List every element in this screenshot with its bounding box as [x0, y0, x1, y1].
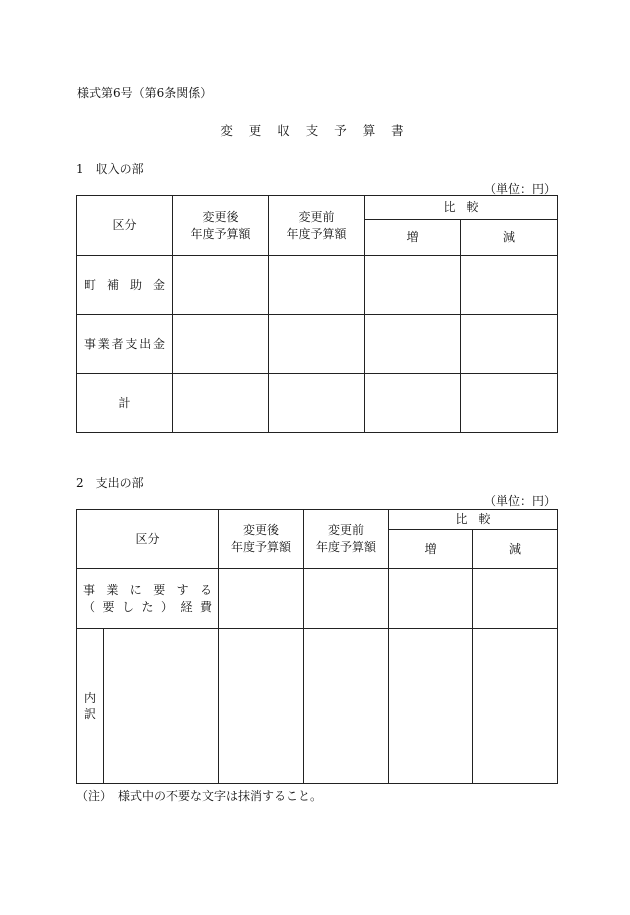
- header-before-budget: [269, 196, 365, 256]
- header-category: 区分: [77, 196, 173, 256]
- table-row: [77, 315, 558, 374]
- table-row: [77, 629, 558, 784]
- cell-decrease[interactable]: [473, 629, 558, 784]
- cell-after[interactable]: [219, 569, 304, 629]
- income-table: [76, 195, 558, 433]
- table-row: [77, 569, 558, 629]
- breakdown-label-line2: 訳: [83, 707, 96, 721]
- cell-breakdown-detail[interactable]: [104, 629, 219, 784]
- cell-after[interactable]: [173, 315, 269, 374]
- cell-before[interactable]: [269, 374, 365, 433]
- header-after-line1: 変更後: [202, 209, 239, 224]
- cell-before[interactable]: [304, 629, 389, 784]
- cell-decrease[interactable]: [461, 315, 558, 374]
- cell-before[interactable]: [269, 256, 365, 315]
- header-increase: 増: [389, 530, 473, 569]
- income-unit-label: （単位：円）: [483, 182, 556, 196]
- cell-increase[interactable]: [365, 315, 461, 374]
- expense-unit-label: （単位：円）: [483, 494, 556, 508]
- header-before-budget: [304, 510, 389, 569]
- header-before-line1: 変更前: [328, 523, 365, 537]
- row-label-town-subsidy: 町補助金: [77, 256, 173, 315]
- header-before-line1: 変更前: [298, 209, 335, 224]
- document-title: 変 更 収 支 予 算 書: [220, 123, 410, 138]
- cell-increase[interactable]: [389, 629, 473, 784]
- header-increase: 増: [365, 220, 461, 256]
- header-after-budget: [219, 510, 304, 569]
- cell-before[interactable]: [269, 315, 365, 374]
- section-income-heading: 1 収入の部: [76, 162, 144, 176]
- row-label-total: 計: [77, 374, 173, 433]
- header-comparison: 比較: [389, 510, 558, 530]
- table-row: [77, 256, 558, 315]
- row-label-operator-contribution: 事業者支出金: [77, 315, 173, 374]
- cell-decrease[interactable]: [473, 569, 558, 629]
- header-category: 区分: [77, 510, 219, 569]
- form-number: 様式第6号（第6条関係）: [77, 86, 213, 100]
- footnote: （注） 様式中の不要な文字は抹消すること。: [76, 789, 323, 803]
- cell-after[interactable]: [173, 374, 269, 433]
- cell-decrease[interactable]: [461, 256, 558, 315]
- cell-after[interactable]: [219, 629, 304, 784]
- row-label-line2: （要した）経費: [83, 599, 213, 614]
- cell-after[interactable]: [173, 256, 269, 315]
- header-decrease: 減: [461, 220, 558, 256]
- header-before-line2: 年度予算額: [316, 540, 377, 554]
- header-after-line1: 変更後: [243, 523, 280, 537]
- row-label-project-expenses: [77, 569, 219, 629]
- header-after-line2: 年度予算額: [231, 540, 292, 554]
- cell-increase[interactable]: [365, 374, 461, 433]
- section-expense-heading: 2 支出の部: [76, 476, 144, 490]
- expense-table: [76, 509, 558, 784]
- header-comparison: 比較: [365, 196, 558, 220]
- row-label-line1: 事業に要する: [83, 582, 213, 597]
- cell-increase[interactable]: [389, 569, 473, 629]
- breakdown-label-line1: 内: [83, 691, 96, 705]
- header-before-line2: 年度予算額: [286, 226, 347, 241]
- table-row: [77, 374, 558, 433]
- cell-increase[interactable]: [365, 256, 461, 315]
- breakdown-label: [77, 629, 104, 784]
- cell-decrease[interactable]: [461, 374, 558, 433]
- header-decrease: 減: [473, 530, 558, 569]
- cell-before[interactable]: [304, 569, 389, 629]
- header-after-budget: [173, 196, 269, 256]
- header-after-line2: 年度予算額: [190, 226, 251, 241]
